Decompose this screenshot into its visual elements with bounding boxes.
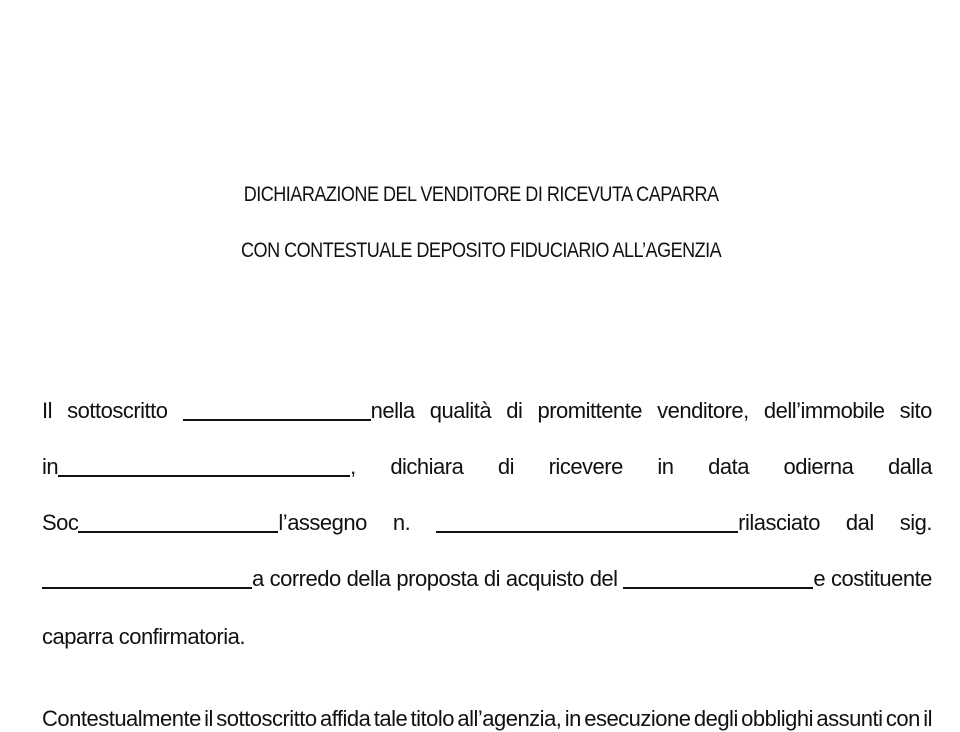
word: sottoscritto xyxy=(67,398,168,423)
word: rilasciato xyxy=(738,510,820,535)
word: in xyxy=(42,454,59,479)
word: costituente xyxy=(831,566,932,591)
word: dal xyxy=(845,510,874,535)
body-line-2 xyxy=(42,440,932,480)
word: del xyxy=(589,566,618,591)
word: dalla xyxy=(887,454,932,479)
word: acquisto xyxy=(505,566,584,591)
word: con xyxy=(885,706,920,731)
word: ricevere xyxy=(548,454,623,479)
word: a xyxy=(252,566,264,591)
word: promittente xyxy=(537,398,643,423)
document-title-line-2: CON CONTESTUALE DEPOSITO FIDUCIARIO ALL’AGENZIA xyxy=(241,239,722,262)
word: l’assegno xyxy=(278,510,367,535)
company-segment xyxy=(42,507,367,536)
word: in xyxy=(657,454,674,479)
word: di xyxy=(497,454,515,479)
body-line-5 xyxy=(42,610,932,650)
word: Soc xyxy=(42,510,79,535)
word: il xyxy=(204,706,213,731)
word: , xyxy=(350,454,356,479)
purchase-object-segment xyxy=(623,563,825,592)
word: proposta xyxy=(396,566,479,591)
word: di xyxy=(506,398,523,423)
word: della xyxy=(346,566,391,591)
seller-name-segment xyxy=(183,395,415,424)
word: dell’immobile xyxy=(763,398,885,423)
word: n. xyxy=(392,510,411,535)
body-line-1 xyxy=(42,384,932,424)
word: affida xyxy=(319,706,371,731)
word: sito xyxy=(899,398,932,423)
word: venditore, xyxy=(657,398,749,423)
body-line-4 xyxy=(42,552,932,592)
word: in xyxy=(564,706,581,731)
body-line-3 xyxy=(42,496,932,536)
seller-name-blank[interactable] xyxy=(183,395,371,421)
word: corredo xyxy=(269,566,341,591)
word: assunti xyxy=(816,706,883,731)
issuer-segment xyxy=(42,563,264,592)
body-line-6 xyxy=(42,692,932,732)
word: dichiara xyxy=(390,454,464,479)
word: all’agenzia, xyxy=(457,706,562,731)
property-location-segment xyxy=(42,451,356,480)
word: degli xyxy=(693,706,738,731)
company-name-blank[interactable] xyxy=(78,507,278,533)
word: sig. xyxy=(899,510,932,535)
word: obblighi xyxy=(741,706,813,731)
word: sottoscritto xyxy=(216,706,317,731)
check-number-blank[interactable] xyxy=(436,507,738,533)
issuer-name-blank[interactable] xyxy=(42,563,252,589)
word: qualità xyxy=(429,398,492,423)
word: di xyxy=(483,566,501,591)
word: Il xyxy=(42,398,52,423)
document-title-line-1: DICHIARAZIONE DEL VENDITORE DI RICEVUTA CAPARRA xyxy=(243,183,719,206)
check-number-segment xyxy=(436,507,820,536)
property-location-blank[interactable] xyxy=(58,451,350,477)
purchase-object-blank[interactable] xyxy=(623,563,813,589)
word: tale xyxy=(373,706,408,731)
word: e xyxy=(813,566,826,591)
word: Contestualmente xyxy=(42,706,201,731)
word: data xyxy=(708,454,749,479)
body-text: caparra confirmatoria. xyxy=(42,624,245,649)
word: odierna xyxy=(783,454,854,479)
word: il xyxy=(923,706,932,731)
word: titolo xyxy=(410,706,455,731)
word: esecuzione xyxy=(584,706,691,731)
word: nella xyxy=(370,398,415,423)
